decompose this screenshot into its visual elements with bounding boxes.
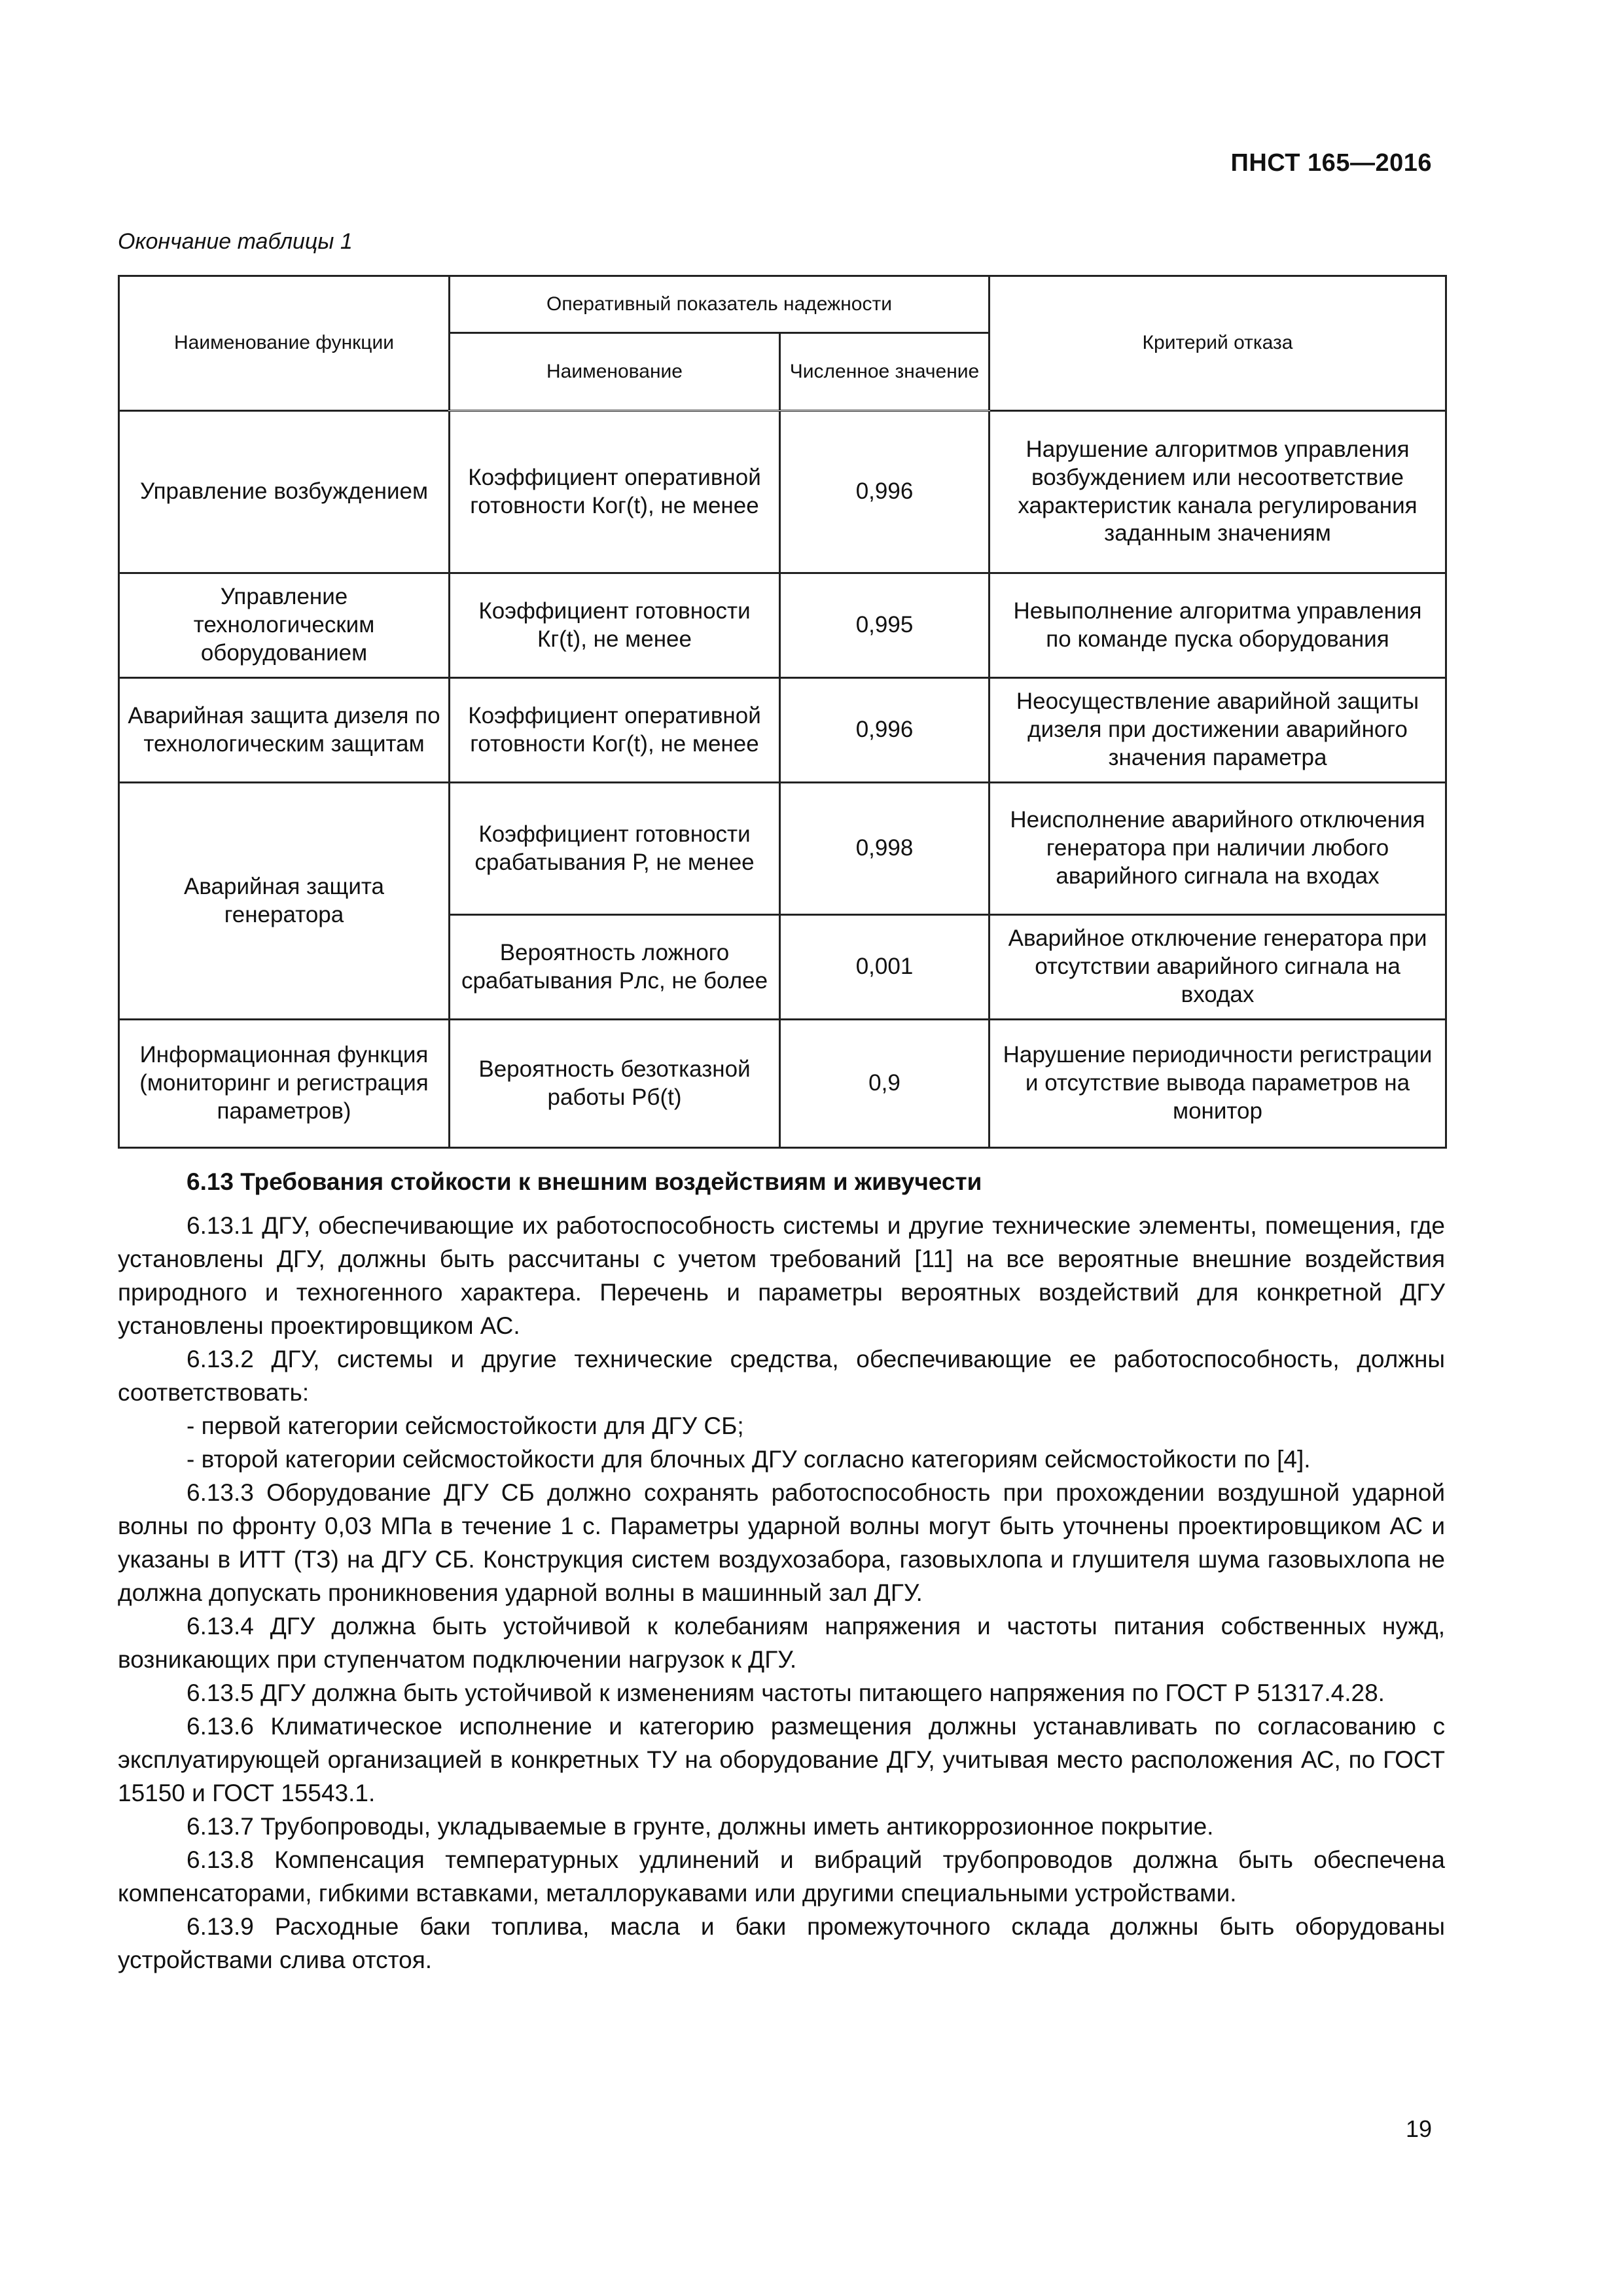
function-cell: Управление технологическим оборудованием <box>119 573 450 678</box>
table-row <box>119 411 1446 573</box>
value-cell: 0,996 <box>780 411 990 573</box>
indicator-cell: Коэффициент готовности Кг(t), не менее <box>450 573 780 678</box>
paragraph: 6.13.8 Компенсация температурных удлинений и вибраций трубопроводов должна быть обеспечена компенсаторами, гибкими вставками, металлорукавами или другими специальными устройствами. <box>118 1846 1445 1907</box>
function-cell: Аварийная защита генератора <box>119 783 450 1020</box>
value-cell: 0,9 <box>780 1020 990 1148</box>
indicator-cell: Коэффициент оперативной готовности Ког(t), не менее <box>450 678 780 783</box>
table-row <box>119 783 1446 915</box>
paragraph: 6.13.9 Расходные баки топлива, масла и баки промежуточного склада должны быть оборудованы устройствами слива отстоя. <box>118 1913 1445 1973</box>
table-row <box>119 573 1446 678</box>
paragraph: 6.13.1 ДГУ, обеспечивающие их работоспособность системы и другие технические элементы, помещения, где установлены ДГУ, должны быть рассчитаны с учетом требований [11] на все вероятные внешние воздействия природного и техногенного характера. Перечень и параметры вероятных воздействий для конкретной ДГУ установлены проектировщиком АС. <box>118 1212 1445 1339</box>
criterion-cell: Нарушение периодичности регистрации и отсутствие вывода параметров на монитор <box>990 1020 1446 1148</box>
table-row <box>119 678 1446 783</box>
indicator-cell: Вероятность ложного срабатывания Рлс, не более <box>450 915 780 1020</box>
header-numeric-value: Численное значение <box>780 333 990 411</box>
header-indicator-group: Оперативный показатель надежности <box>450 276 990 333</box>
table-row <box>119 1020 1446 1148</box>
paragraph: 6.13.3 Оборудование ДГУ СБ должно сохранять работоспособность при прохождении воздушной ударной волны по фронту 0,03 МПа в течение 1 с. Параметры ударной волны могут быть уточнены проектировщиком АС и указаны в ИТТ (ТЗ) на ДГУ СБ. Конструкция систем воздухозабора, газовыхлопа и глушителя шума газовыхлопа не должна допускать проникновения ударной волны в машинный зал ДГУ. <box>118 1479 1445 1606</box>
paragraph: 6.13.7 Трубопроводы, укладываемые в грунте, должны иметь антикоррозионное покрытие. <box>187 1813 1214 1840</box>
criterion-cell: Невыполнение алгоритма управления по команде пуска оборудования <box>990 573 1446 678</box>
paragraph: 6.13.6 Климатическое исполнение и категорию размещения должны устанавливать по согласованию с эксплуатирующей организацией в конкретных ТУ на оборудование ДГУ, учитывая место расположения АС, по ГОСТ 15150 и ГОСТ 15543.1. <box>118 1713 1445 1806</box>
page-number: 19 <box>1405 2115 1432 2142</box>
document-code: ПНСТ 165—2016 <box>1230 149 1432 177</box>
section-content <box>118 1165 1445 1977</box>
list-item: - второй категории сейсмостойкости для блочных ДГУ согласно категориям сейсмостойкости по [4]. <box>187 1446 1311 1473</box>
value-cell: 0,001 <box>780 915 990 1020</box>
paragraph: 6.13.4 ДГУ должна быть устойчивой к колебаниям напряжения и частоты питания собственных нужд, возникающих при ступенчатом подключении нагрузок к ДГУ. <box>118 1613 1445 1673</box>
criterion-cell: Неосуществление аварийной защиты дизеля при достижении аварийного значения параметра <box>990 678 1446 783</box>
indicator-cell: Коэффициент готовности срабатывания Р, не менее <box>450 783 780 915</box>
list-item: - первой категории сейсмостойкости для ДГУ СБ; <box>187 1412 744 1439</box>
indicator-cell: Вероятность безотказной работы Рб(t) <box>450 1020 780 1148</box>
table-caption: Окончание таблицы 1 <box>118 229 353 254</box>
reliability-table <box>118 275 1447 1149</box>
criterion-cell: Аварийное отключение генератора при отсутствии аварийного сигнала на входах <box>990 915 1446 1020</box>
criterion-cell: Неисполнение аварийного отключения генератора при наличии любого аварийного сигнала на входах <box>990 783 1446 915</box>
header-indicator-name: Наименование <box>450 333 780 411</box>
paragraph: 6.13.5 ДГУ должна быть устойчивой к изменениям частоты питающего напряжения по ГОСТ Р 51317.4.28. <box>187 1679 1385 1706</box>
paragraph: 6.13.2 ДГУ, системы и другие технические средства, обеспечивающие ее работоспособность, должны соответствовать: <box>118 1346 1445 1406</box>
function-cell: Управление возбуждением <box>119 411 450 573</box>
header-function-name: Наименование функции <box>119 276 450 411</box>
section-heading: 6.13 Требования стойкости к внешним воздействиям и живучести <box>187 1168 982 1195</box>
value-cell: 0,996 <box>780 678 990 783</box>
value-cell: 0,998 <box>780 783 990 915</box>
header-failure-criterion: Критерий отказа <box>990 276 1446 411</box>
function-cell: Аварийная защита дизеля по технологическим защитам <box>119 678 450 783</box>
criterion-cell: Нарушение алгоритмов управления возбуждением или несоответствие характеристик канала регулирования заданным значениям <box>990 411 1446 573</box>
value-cell: 0,995 <box>780 573 990 678</box>
indicator-cell: Коэффициент оперативной готовности Ког(t), не менее <box>450 411 780 573</box>
function-cell: Информационная функция (мониторинг и регистрация параметров) <box>119 1020 450 1148</box>
